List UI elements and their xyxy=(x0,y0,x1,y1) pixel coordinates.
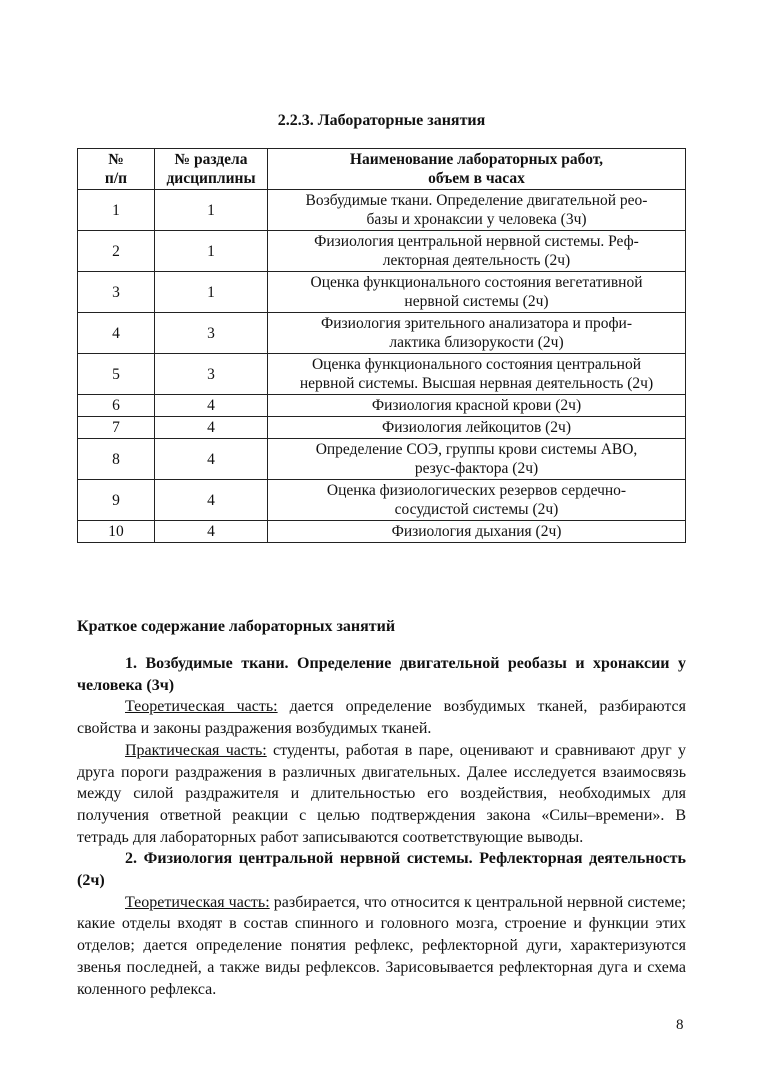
row-number: 10 xyxy=(78,521,155,543)
row-section: 4 xyxy=(155,480,268,521)
row-section: 3 xyxy=(155,354,268,395)
paragraph-practice-1 xyxy=(77,740,686,849)
table-body xyxy=(78,190,686,543)
row-section: 1 xyxy=(155,231,268,272)
row-section: 4 xyxy=(155,521,268,543)
lab-table xyxy=(77,148,686,543)
heading-lab-1: 1. Возбудимые ткани. Определение двигательной реобазы и хронаксии у человека (3ч) xyxy=(77,655,686,694)
row-title: Оценка функционального состояния центральной нервной системы. Высшая нервная деятельность (2ч) xyxy=(268,354,686,395)
heading-lab-2: 2. Физиология центральной нервной системы. Рефлекторная деятельность (2ч) xyxy=(77,850,686,890)
section-title: 2.2.3. Лабораторные занятия xyxy=(277,112,486,129)
table-row xyxy=(78,417,686,439)
body-text xyxy=(77,653,686,1000)
page-number: 8 xyxy=(676,1017,684,1033)
theory-text: дается определение возбудимых тканей, разбираются свойства и законы раздражения возбудимых тканей. xyxy=(77,698,687,738)
row-section: 1 xyxy=(155,272,268,313)
row-number: 8 xyxy=(78,439,155,480)
row-title: Физиология дыхания (2ч) xyxy=(268,521,686,543)
row-section: 4 xyxy=(155,439,268,480)
table-row xyxy=(78,313,686,354)
row-number: 7 xyxy=(78,417,155,439)
row-section: 4 xyxy=(155,417,268,439)
row-title: Оценка физиологических резервов сердечно- сосудистой системы (2ч) xyxy=(268,480,686,521)
row-number: 4 xyxy=(78,313,155,354)
row-title: Оценка функционального состояния вегетативной нервной системы (2ч) xyxy=(268,272,686,313)
row-title: Возбудимые ткани. Определение двигательной рео- базы и хронаксии у человека (3ч) xyxy=(268,190,686,231)
practice-text: студенты, работая в паре, оценивают и сравнивают друг у друга пороги раздражения в различных двигательных. Далее исследуется взаимосвязь между силой раздражителя и длительностью его воздействия, необходимых для получения ответной реакции с целью подтверждения закона «Силы–времени». В тетрадь для лабораторных работ записываются соответствующие выводы. xyxy=(77,741,686,846)
row-title: Физиология зрительного анализатора и профи- лактика близорукости (2ч) xyxy=(268,313,686,354)
table-row xyxy=(78,521,686,543)
table-row xyxy=(78,190,686,231)
row-number: 3 xyxy=(78,272,155,313)
row-title: Физиология красной крови (2ч) xyxy=(268,395,686,417)
row-section: 1 xyxy=(155,190,268,231)
theory-label: Теоретическая часть: xyxy=(125,893,270,911)
table-row xyxy=(78,354,686,395)
table-header-row xyxy=(78,149,686,190)
row-number: 9 xyxy=(78,480,155,521)
table-row xyxy=(78,480,686,521)
table-row xyxy=(78,395,686,417)
row-number: 5 xyxy=(78,354,155,395)
table-row xyxy=(78,231,686,272)
paragraph-theory-2 xyxy=(77,892,686,1001)
theory-text: разбирается, что относится к центральной нервной системе; какие отделы входят в состав спинного и головного мозга, строение и функции этих отделов; дается определение понятия рефлекс, рефлекторной дуги, характеризуются звенья последней, а также виды рефлексов. Зарисовывается рефлекторная дуга и схема коленного рефлекса. xyxy=(77,893,686,998)
theory-label: Теоретическая часть: xyxy=(125,698,278,716)
practice-label: Практическая часть: xyxy=(125,741,267,759)
table-row xyxy=(78,439,686,480)
row-title: Физиология лейкоцитов (2ч) xyxy=(268,417,686,439)
row-title: Физиология центральной нервной системы. Реф- лекторная деятельность (2ч) xyxy=(268,231,686,272)
row-number: 1 xyxy=(78,190,155,231)
table-row xyxy=(78,272,686,313)
paragraph-theory-1 xyxy=(77,696,686,739)
brief-content-title: Краткое содержание лабораторных занятий xyxy=(77,618,396,635)
row-section: 4 xyxy=(155,395,268,417)
header-section: № раздела дисциплины xyxy=(155,149,268,190)
row-title: Определение СОЭ, группы крови системы АВО, резус-фактора (2ч) xyxy=(268,439,686,480)
header-title: Наименование лабораторных работ, объем в часах xyxy=(268,149,686,190)
row-section: 3 xyxy=(155,313,268,354)
row-number: 2 xyxy=(78,231,155,272)
header-number: № п/п xyxy=(78,149,155,190)
row-number: 6 xyxy=(78,395,155,417)
